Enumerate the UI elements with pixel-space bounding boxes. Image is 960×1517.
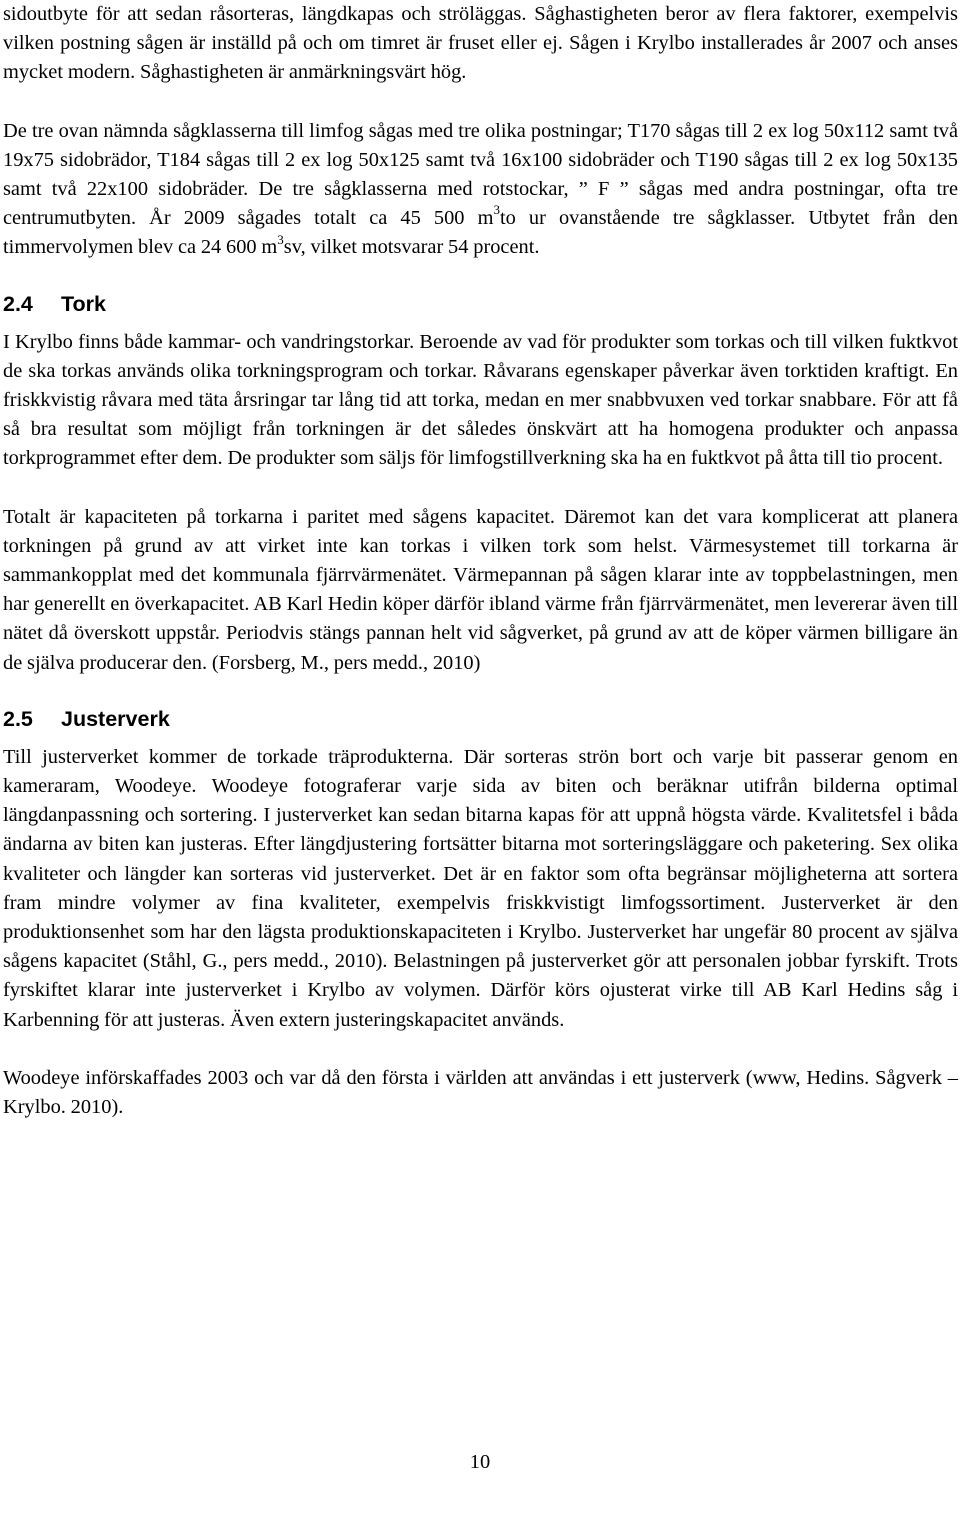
heading-gap [3,734,958,743]
paragraph-woodeye: Woodeye införskaffades 2003 och var då den första i världen att användas i ett justerverk (www, Hedins. Sågverk – Krylbo. 2010). [3,1066,958,1119]
heading-gap [3,319,958,328]
section-gap [3,678,958,705]
paragraph-trimming-plant: Till justerverket kommer de torkade träprodukterna. Där sorteras strön bort och varje bit passerar genom en kameraram, Woodeye. Woodeye fotograferar varje sida av biten och beräknar utifrån bilderna optimal längdanpassning och sortering. I justerverket kan sedan bitarna kapas för att uppnå högsta värde. Kvalitetsfel i båda ändarna av biten kan justeras. Efter längdjustering fortsätter bitarna mot sorteringsläggare och paketering. Sex olika kvaliteter och längder kan sorteras vid justerverket. Det är en faktor som ofta begränsar möjligheterna att sortera fram mindre volymer av fina kvaliteter, exempelvis friskkvistigt limfogssortiment. Justerverket är den produktionsenhet som har den lägsta produktionskapaciteten i Krylbo. Justerverket har ungefär 80 procent av själva sågens kapacitet (Ståhl, G., pers medd., 2010). Belastningen på justerverket gör att personalen jobbar fyrskift. Trots fyrskiftet klarar inte justerverket i Krylbo av volymen. Därför körs ojusterat virke till AB Karl Hedins såg i Karbenning för att justeras. Även extern justeringskapacitet används. [3,745,958,1031]
section-gap [3,263,958,290]
section-title: Tork [61,291,106,316]
paragraph-gap [3,88,958,117]
paragraph-saw-classes-text-c: sv, vilket motsvarar 54 procent. [283,236,540,259]
paragraph-drying-capacity: Totalt är kapaciteten på torkarna i paritet med sågens kapacitet. Däremot kan det vara komplicerat att planera torkningen på grund av att virket inte kan torkas i vilken tork som helst. Värmesystemet till torkarna är sammankopplat med det kommunala fjärrvärmenätet. Värmepannan på sågen klarar inte av toppbelastningen, men har generellt en överkapacitet. AB Karl Hedin köper därför ibland värme från fjärrvärmenätet, men levererar även till nätet då överskott uppstår. Periodvis stängs pannan helt vid sågverket, på grund av att de köper värmen billigare än de själva producerar den. (Forsberg, M., pers medd., 2010) [3,505,958,674]
paragraph-saw-classes [3,117,958,263]
paragraph-saw-speed: sidoutbyte för att sedan råsorteras, längdkapas och ströläggas. Såghastigheten beror av flera faktorer, exempelvis vilken postning sågen är inställd på och om timret är fruset eller ej. Sågen i Krylbo installerades år 2007 och anses mycket modern. Såghastigheten är anmärkningsvärt hög. [3,3,958,84]
superscript-cubic: 3 [493,202,500,218]
document-page [3,0,958,1122]
section-heading-justerverk [3,705,958,734]
page-number: 10 [469,1451,491,1473]
paragraph-saw-classes-text-b: to ur ovanstående tre sågklasser. Utbytet från den timmervolymen blev ca 24 600 m [3,207,958,259]
paragraph-drying-kilns: I Krylbo finns både kammar- och vandringstorkar. Beroende av vad för produkter som torkas och till vilken fuktkvot de ska torkas används olika torkningsprogram och torkar. Råvarans egenskaper påverkar även torktiden kraftigt. En friskkvistig råvara med täta årsringar tar lång tid att torka, medan en mer snabbvuxen ved torkar snabbare. För att få så bra resultat som möjligt från torkningen är det således önskvärt att ha homogena produkter och anpassa torkprogrammet efter dem. De produkter som säljs för limfogstillverkning ska ha en fuktkvot på åtta till tio procent. [3,330,958,470]
section-heading-tork [3,290,958,319]
paragraph-saw-classes-text-a: De tre ovan nämnda sågklasserna till limfog sågas med tre olika postningar; T170 sågas till 2 ex log 50x112 samt två 19x75 sidobrädor, T184 sågas till 2 ex log 50x125 samt två 16x100 sidobräder och T190 sågas till 2 ex log 50x135 samt två 22x100 sidobräder. De tre sågklasserna med rotstockar, ” F ” sågas med andra postningar, ofta tre centrumutbyten. År 2009 sågades totalt ca 45 500 m [3,119,958,230]
paragraph-gap [3,1035,958,1064]
section-number: 2.4 [3,291,33,316]
paragraph-gap [3,474,958,503]
superscript-cubic: 3 [277,231,284,247]
section-number: 2.5 [3,706,33,731]
section-title: Justerverk [61,706,170,731]
